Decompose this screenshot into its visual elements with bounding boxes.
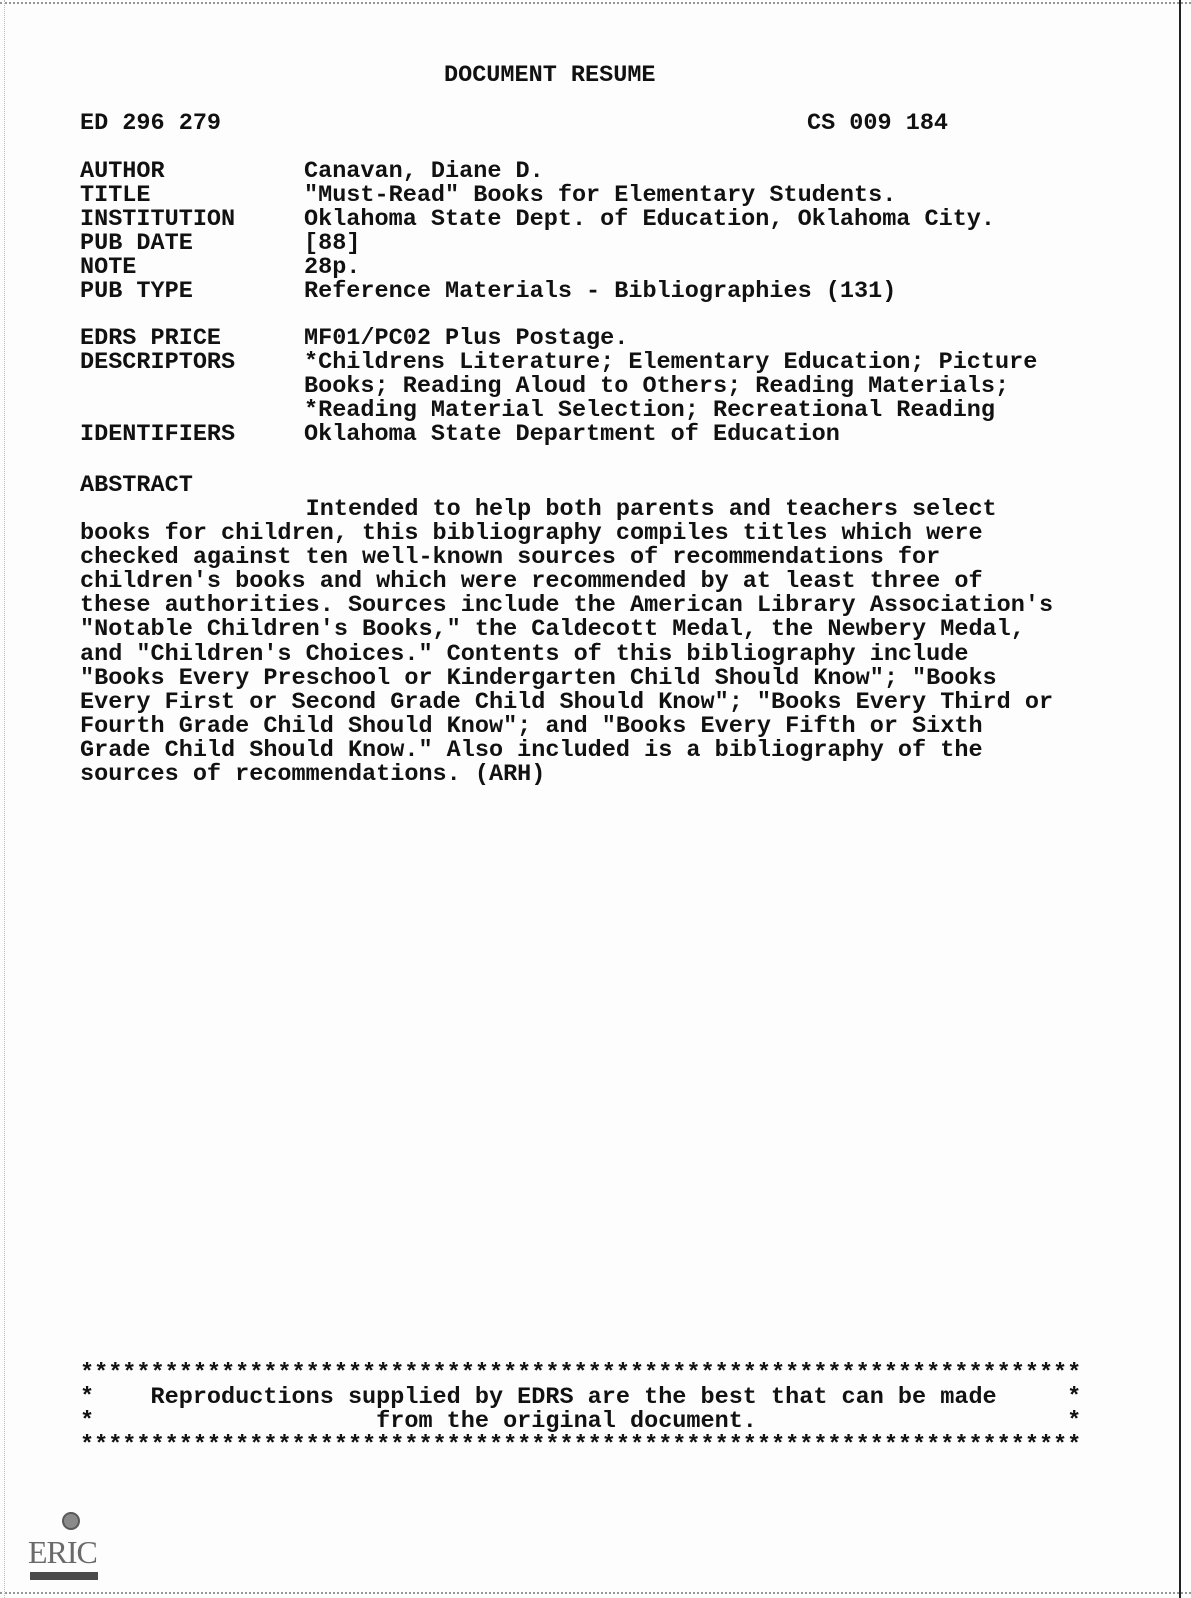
descriptors-label: DESCRIPTORS [80, 349, 236, 376]
edrs-price-value: MF01/PC02 Plus Postage. [304, 325, 629, 352]
identifiers-label: IDENTIFIERS [80, 421, 236, 448]
author-value: Canavan, Diane D. [304, 158, 544, 185]
eric-logo-text: ERIC [28, 1534, 97, 1570]
pub-date-label: PUB DATE [80, 230, 193, 257]
eric-logo [28, 1510, 100, 1584]
pub-date-value: [88] [304, 230, 361, 257]
identifiers-value: Oklahoma State Department of Education [304, 421, 840, 448]
pub-type-label: PUB TYPE [80, 278, 193, 305]
scan-edge-bottom [0, 1592, 1191, 1594]
ed-number: ED 296 279 [80, 110, 222, 137]
institution-label: INSTITUTION [80, 206, 236, 233]
scan-edge-top [0, 2, 1191, 4]
scan-edge-left [4, 0, 5, 1598]
institution-value: Oklahoma State Dept. of Education, Oklahoma City. [304, 206, 996, 233]
abstract-label: ABSTRACT [80, 472, 193, 499]
eric-logo-bar [30, 1572, 98, 1580]
abstract-body: Intended to help both parents and teachers select books for children, this bibliography compiles titles which were checked against ten well-known sources of recommendations for children's books and which were recommended by at least three of these authorities. Sources include the American Library Association's "Notable Children's Books," the Caldecott Medal, the Newbery Medal, and "Children's Choices." Contents of this bibliography include "Books Every Preschool or Kindergarten Child Should Know"; "Books Every First or Second Grade Child Should Know"; "Books Every Third or Fourth Grade Child Should Know"; and "Books Every Fifth or Sixth Grade Child Should Know." Also included is a bibliography of the sources of recommendations. (ARH) [80, 496, 1054, 789]
note-label: NOTE [80, 254, 137, 281]
title-value: "Must-Read" Books for Elementary Students. [304, 182, 897, 209]
reproduction-notice: *********************************************************************** * Reproductions supplied by EDRS are the best that can be made * * from the original document. * *********************************************************************** [80, 1360, 1082, 1459]
note-value: 28p. [304, 254, 361, 281]
eric-logo-dot-icon [62, 1512, 80, 1530]
scan-edge-right [1179, 0, 1181, 1598]
title-label: TITLE [80, 182, 151, 209]
edrs-price-label: EDRS PRICE [80, 325, 222, 352]
document-title: DOCUMENT RESUME [444, 62, 656, 89]
author-label: AUTHOR [80, 158, 165, 185]
cs-number: CS 009 184 [807, 110, 949, 137]
pub-type-value: Reference Materials - Bibliographies (131) [304, 278, 897, 305]
descriptors-value: *Childrens Literature; Elementary Education; Picture Books; Reading Aloud to Others; Reading Materials; *Reading Material Selection; Recreational Reading [304, 349, 1038, 424]
